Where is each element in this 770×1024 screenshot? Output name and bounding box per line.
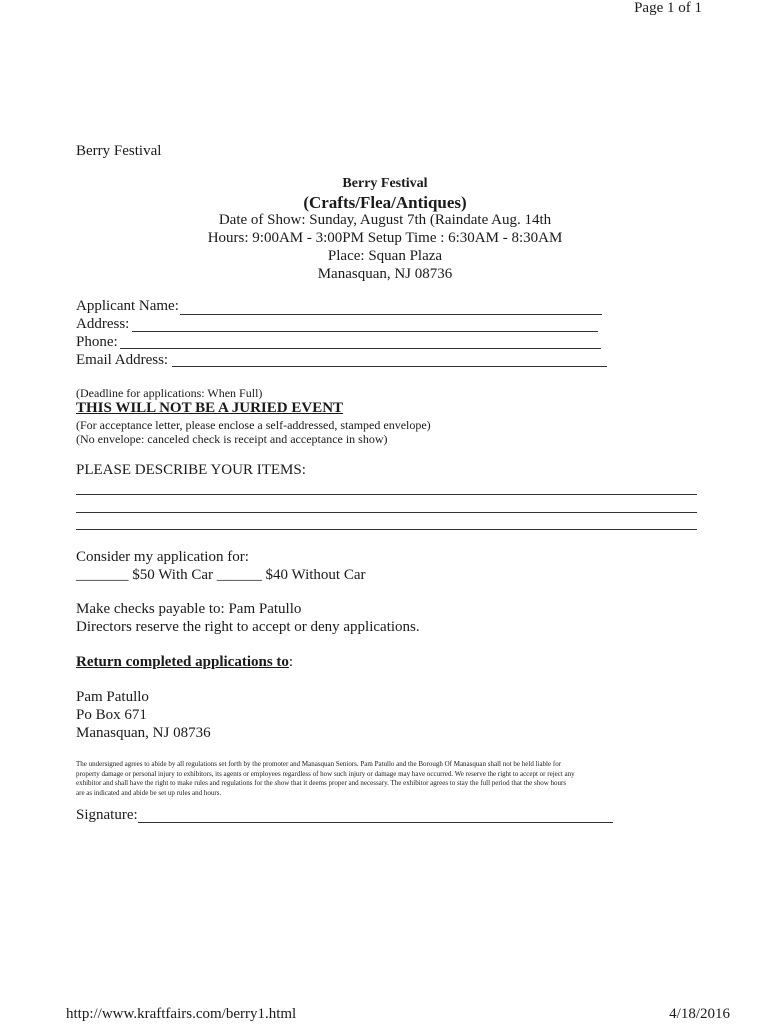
footer-url: http://www.kraftfairs.com/berry1.html: [66, 1006, 297, 1022]
address-field[interactable]: [132, 331, 598, 332]
footer-date: 4/18/2016: [669, 1006, 730, 1022]
event-date: Date of Show: Sunday, August 7th (Raindate Aug. 14th: [218, 212, 552, 228]
describe-line-1[interactable]: [76, 494, 697, 495]
applicant-name-field[interactable]: [180, 314, 602, 315]
describe-items-label: PLEASE DESCRIBE YOUR ITEMS:: [76, 462, 306, 478]
event-city: Manasquan, NJ 08736: [317, 266, 453, 282]
email-label: Email Address:: [76, 352, 169, 368]
phone-label: Phone:: [76, 334, 118, 350]
return-heading: Return completed applications to: [76, 654, 289, 670]
signature-label: Signature:: [76, 807, 138, 823]
address-label: Address:: [76, 316, 130, 332]
directors-text: Directors reserve the right to accept or deny applications.: [76, 619, 420, 635]
describe-line-3[interactable]: [76, 529, 697, 530]
applicant-name-label: Applicant Name:: [76, 298, 179, 314]
return-box: Po Box 671: [76, 707, 147, 723]
page-number: Page 1 of 1: [634, 0, 702, 16]
phone-field[interactable]: [120, 348, 601, 349]
event-hours: Hours: 9:00AM - 3:00PM Setup Time : 6:30AM - 8:30AM: [207, 230, 563, 246]
event-place: Place: Squan Plaza: [327, 248, 443, 264]
return-city: Manasquan, NJ 08736: [76, 725, 211, 741]
describe-line-2[interactable]: [76, 512, 697, 513]
fees-options: _______ $50 With Car ______ $40 Without Car: [76, 567, 366, 583]
fees-heading: Consider my application for:: [76, 549, 249, 565]
deadline-note: (Deadline for applications: When Full): [76, 386, 263, 400]
liability-fine-print: The undersigned agrees to abide by all regulations set forth by the promoter and Manasquan Seniors. Pam Patullo and the Borough Of Manasquan shall not be held liable for property damage or personal injury to exhibitors, its agents or employees regardless of how such injury or damage may have occurred. We reserve the right to accept or reject any exhibitor and shall have the right to make rules and regulations for the show that it deems proper and necessary. The exhibitor agrees to stay the full period that the show hours are as indicated and abide be set up rules and hours.: [76, 760, 575, 797]
juried-notice: THIS WILL NOT BE A JURIED EVENT: [76, 400, 344, 416]
return-heading-colon: :: [288, 654, 294, 670]
email-field[interactable]: [172, 366, 607, 367]
return-name: Pam Patullo: [76, 689, 149, 705]
acceptance-note: (For acceptance letter, please enclose a self-addressed, stamped envelope): [76, 418, 431, 432]
payable-text: Make checks payable to: Pam Patullo: [76, 601, 302, 617]
return-heading-row: [76, 654, 293, 671]
document-heading: Berry Festival: [76, 143, 162, 159]
event-category: (Crafts/Flea/Antiques): [303, 193, 467, 212]
signature-field[interactable]: [138, 822, 613, 823]
event-name: Berry Festival: [342, 176, 428, 191]
no-envelope-note: (No envelope: canceled check is receipt and acceptance in show): [76, 432, 388, 446]
